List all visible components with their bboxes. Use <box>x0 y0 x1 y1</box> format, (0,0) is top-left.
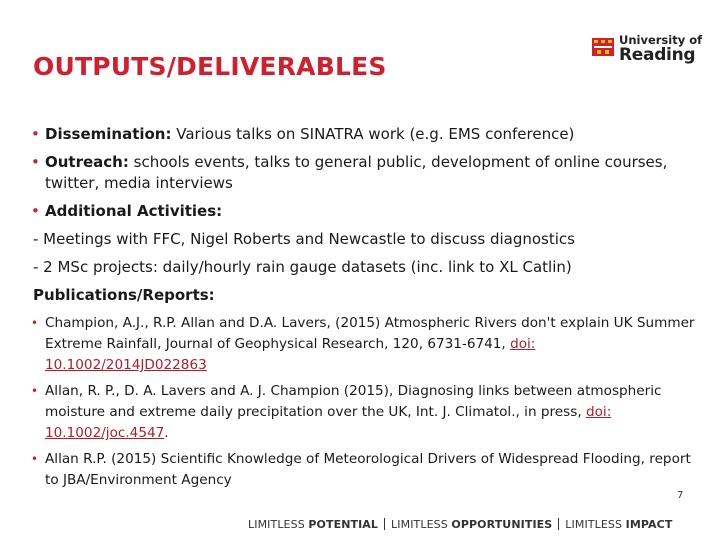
footer-bold: POTENTIAL <box>308 518 379 531</box>
page-title: OUTPUTS/DELIVERABLES <box>33 52 387 81</box>
footer-bold: OPPORTUNITIES <box>451 518 553 531</box>
publication-text: Allan R.P. (2015) Scientific Knowledge of Meteorological Drivers of Widespread Flooding, report to JBA/Environment Agency <box>45 451 691 488</box>
bullet-dissemination <box>33 124 698 145</box>
bullet-icon: • <box>31 125 40 143</box>
bullet-icon: • <box>31 384 39 398</box>
bullet-text: schools events, talks to general public, development of online courses, twitter, media interviews <box>45 153 668 192</box>
slide-content <box>33 124 698 496</box>
bullet-label: Additional Activities: <box>45 202 223 220</box>
footer-light: LIMITLESS <box>565 518 626 531</box>
bullet-icon: • <box>31 452 39 466</box>
publication-item <box>33 381 698 444</box>
publications-heading: Publications/Reports: <box>33 286 215 304</box>
page-number: 7 <box>677 490 684 501</box>
bullet-outreach <box>33 152 698 194</box>
footer-light: LIMITLESS <box>391 518 452 531</box>
footer-divider <box>384 518 385 530</box>
bullet-label: Outreach: <box>45 153 129 171</box>
publication-text: Allan, R. P., D. A. Lavers and A. J. Champion (2015), Diagnosing links between atmospheric moisture and extreme daily precipitation over the UK, Int. J. Climatol., in press, <box>45 383 662 420</box>
footer-light: LIMITLESS <box>248 518 309 531</box>
bullet-label: Dissemination: <box>45 125 172 143</box>
bullet-icon: • <box>31 202 40 220</box>
dash-item-msc-projects: - 2 MSc projects: daily/hourly rain gauge datasets (inc. link to XL Catlin) <box>33 258 572 276</box>
bullet-text: Various talks on SINATRA work (e.g. EMS conference) <box>171 125 575 143</box>
logo-line-1: University of <box>619 33 703 47</box>
dash-item-meetings: - Meetings with FFC, Nigel Roberts and Newcastle to discuss diagnostics <box>33 230 575 248</box>
bullet-icon: • <box>31 153 40 171</box>
doi-link[interactable]: doi: 10.1002/joc.4547 <box>45 404 612 441</box>
publication-tail: . <box>164 425 169 441</box>
bullet-additional-activities <box>33 201 698 222</box>
publication-text: Champion, A.J., R.P. Allan and D.A. Lavers, (2015) Atmospheric Rivers don't explain UK Summer Extreme Rainfall, Journal of Geophysical Research, 120, 6731-6741, <box>45 315 695 352</box>
publication-item <box>33 313 698 376</box>
university-logo <box>592 33 703 67</box>
doi-link[interactable]: doi: 10.1002/2014JD022863 <box>45 336 536 373</box>
crest-icon <box>592 38 614 56</box>
bullet-icon: • <box>31 316 39 330</box>
logo-line-2: Reading <box>619 45 696 65</box>
publication-item <box>33 449 698 491</box>
footer-bold: IMPACT <box>625 518 673 531</box>
footer-tagline <box>248 518 672 531</box>
footer-divider <box>558 518 559 530</box>
